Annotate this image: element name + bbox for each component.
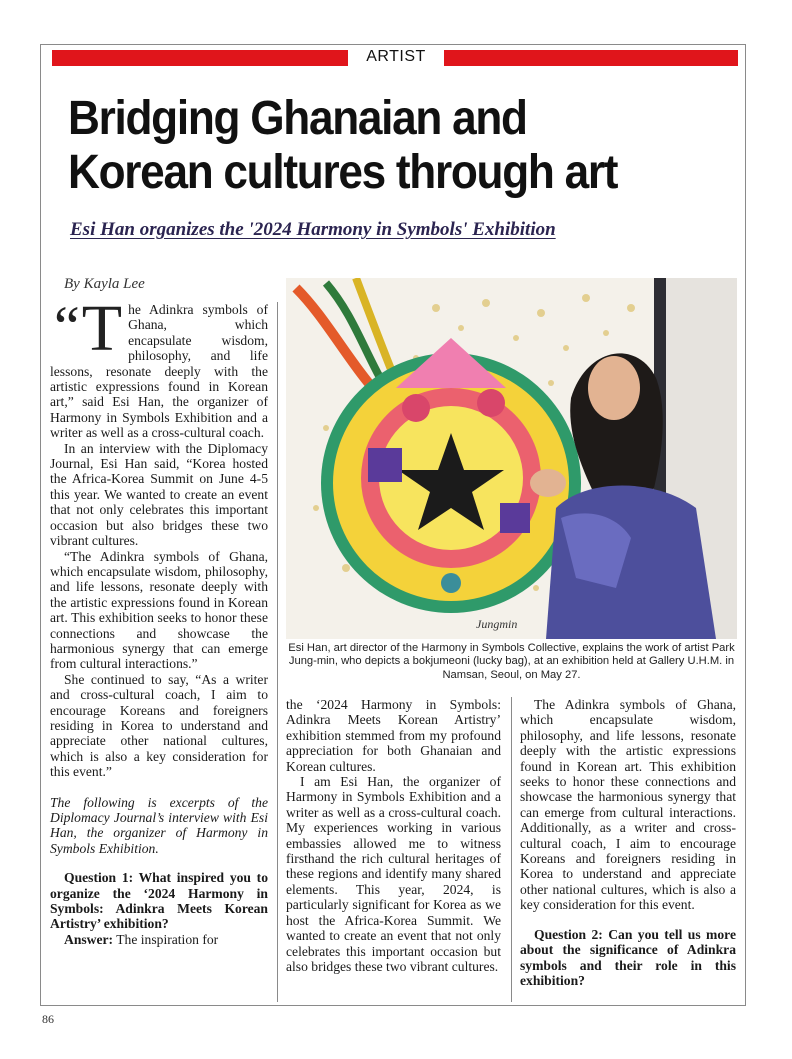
paragraph: the ‘2024 Harmony in Symbols: Adinkra Meets Korean Artistry’ exhibition stemmed from my profound appreciation for both Ghanaian and Korean cultures. [286,697,501,774]
article-column-1 [50,292,268,947]
paragraph: In an interview with the Diplomacy Journal, Esi Han said, “Korea hosted the Africa-Korea Summit on June 4-5 this year. We wanted to create an event that not only celebrates this important occasion but also bridges these two vibrant cultures. [50,440,268,549]
exhibition-photo [286,278,737,639]
paragraph: She continued to say, “As a writer and cross-cultural coach, I aim to encourage Koreans and foreigners residing in Korea to understand and appreciate other national cultures, which is also a key consideration for this event.” [50,671,268,780]
answer-label: Answer: [64,931,114,947]
answer-text: The inspiration for [116,931,219,947]
page-number: 86 [42,1012,54,1026]
drop-cap: T [81,292,123,365]
headline-line-2: Korean cultures through art [68,146,618,199]
section-rule-left [52,50,348,66]
paragraph: The Adinkra symbols of Ghana, which encapsulate wisdom, philosophy, and life lessons, resonate deeply with the artistic expressions found in Korean art. This exhibition seeks to honor these connections and showcase the harmonious synergy that can emerge from cultural interactions. Additionally, as a writer and cross-cultural coach, I aim to encourage Koreans and foreigners residing in Korea to understand and appreciate other national cultures, which is also a key consideration for this event. [520,697,736,913]
lead-paragraph-text: he Adinkra symbols of Ghana, which encapsulate wisdom, philosophy, and life lessons, resonate deeply with the artistic expressions found in Korean art,” said Esi Han, the organizer of Harmony in Symbols Exhibition and a writer as well as a cross-cultural coach. [50,302,268,441]
byline: By Kayla Lee [64,276,145,292]
opening-quote-mark: “ [54,294,80,359]
column-divider [511,697,512,1002]
headline-line-1: Bridging Ghanaian and [68,92,527,145]
exhibition-photo-illustration [286,278,737,639]
question-2: Question 2: Can you tell us more about the significance of Adinkra symbols and their role in this exhibition? [520,926,736,988]
section-rule-right [444,50,738,66]
artist-signature: Jungmin [476,617,518,631]
interview-intro-note: The following is excerpts of the Diplomacy Journal’s interview with Esi Han, the organizer of Harmony in Symbols Exhibition. [50,794,268,856]
article-column-2 [286,697,501,974]
paragraph: I am Esi Han, the organizer of Harmony in Symbols Exhibition and a writer as well as a cross-cultural coach. My experiences working in various embassies allowed me to witness firsthand the rich cultural heritages of these regions and identify many shared elements. This year, 2024, is particularly significant for Korea as we host the Africa-Korea Summit. We wanted to create an event that not only celebrates this important occasion but also bridges these two vibrant cultures. [286,774,501,974]
section-label: ARTIST [366,48,426,65]
paragraph: “The Adinkra symbols of Ghana, which encapsulate wisdom, philosophy, and life lessons, resonate deeply with the artistic expressions found in Korean art. This exhibition seeks to honor these connections and showcase the harmonious synergy that can emerge from cultural interactions.” [50,548,268,672]
question-1: Question 1: What inspired you to organize the ‘2024 Harmony in Symbols: Adinkra Meets Korean Artistry’ exhibition? [50,870,268,932]
lead-paragraph [50,292,268,441]
article-column-3 [520,697,736,988]
section-header [52,50,738,66]
column-divider [277,302,278,1002]
photo-caption: Esi Han, art director of the Harmony in Symbols Collective, explains the work of artist Park Jung-min, who depicts a bokjumeoni (lucky bag), at an exhibition held at Gallery U.H.M. in Namsan, Seoul, on May 27. [288,642,735,681]
headline [68,92,684,200]
subheadline: Esi Han organizes the '2024 Harmony in Symbols' Exhibition [70,219,556,240]
answer-1-start [50,932,268,947]
